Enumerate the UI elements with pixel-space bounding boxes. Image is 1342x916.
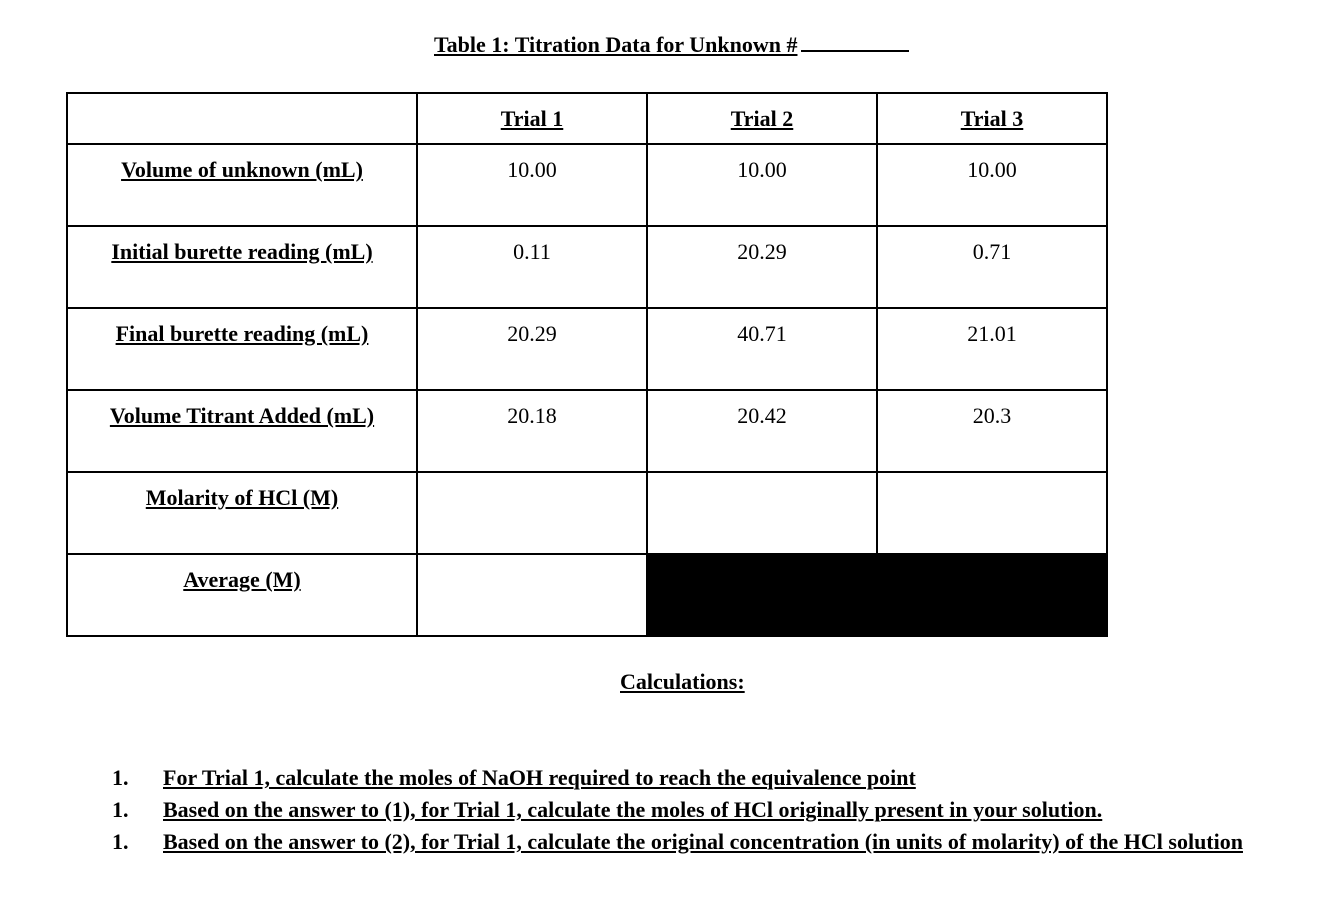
row-label: Volume Titrant Added (mL) (67, 390, 417, 472)
table-row-average (67, 554, 1107, 636)
table-cell: 0.71 (877, 226, 1107, 308)
row-label: Average (M) (67, 554, 417, 636)
table-cell: 10.00 (647, 144, 877, 226)
table-title-text: Table 1: Titration Data for Unknown # (434, 32, 798, 57)
table-row-molarity-hcl (67, 472, 1107, 554)
table-cell: 20.3 (877, 390, 1107, 472)
table-cell-blank (647, 472, 877, 554)
table-cell: 10.00 (877, 144, 1107, 226)
table-cell: 10.00 (417, 144, 647, 226)
table-row-volume-unknown (67, 144, 1107, 226)
question-number: 1. (112, 797, 129, 822)
question-text: For Trial 1, calculate the moles of NaOH required to reach the equivalence point (163, 765, 916, 790)
table-cell-blank (877, 472, 1107, 554)
question-number: 1. (112, 829, 129, 854)
header-cell-empty (67, 93, 417, 144)
list-item (112, 826, 1272, 858)
table-title (434, 32, 909, 58)
header-cell-trial-2: Trial 2 (647, 93, 877, 144)
table-cell: 21.01 (877, 308, 1107, 390)
calculation-questions-list (112, 762, 1272, 858)
table-cell: 0.11 (417, 226, 647, 308)
table-cell-blank (417, 472, 647, 554)
question-number: 1. (112, 765, 129, 790)
row-label: Volume of unknown (mL) (67, 144, 417, 226)
table-cell: 20.18 (417, 390, 647, 472)
question-text: Based on the answer to (2), for Trial 1, calculate the original concentration (in units of molarity) of the HCl solution (163, 829, 1243, 854)
table-row-titrant-added (67, 390, 1107, 472)
table-row-initial-burette (67, 226, 1107, 308)
table-cell: 20.29 (417, 308, 647, 390)
row-label: Final burette reading (mL) (67, 308, 417, 390)
table-cell-blank (417, 554, 647, 636)
list-item (112, 762, 1272, 794)
blacked-out-cell (647, 554, 1107, 636)
list-item (112, 794, 1272, 826)
calculations-heading: Calculations: (620, 669, 745, 694)
table-cell: 40.71 (647, 308, 877, 390)
question-text: Based on the answer to (1), for Trial 1, calculate the moles of HCl originally present in your solution. (163, 797, 1103, 822)
header-cell-trial-1: Trial 1 (417, 93, 647, 144)
row-label: Initial burette reading (mL) (67, 226, 417, 308)
table-header-row (67, 93, 1107, 144)
table-cell: 20.29 (647, 226, 877, 308)
unknown-number-blank (801, 32, 909, 52)
table-cell: 20.42 (647, 390, 877, 472)
table-row-final-burette (67, 308, 1107, 390)
header-cell-trial-3: Trial 3 (877, 93, 1107, 144)
titration-data-table (66, 92, 1108, 637)
row-label: Molarity of HCl (M) (67, 472, 417, 554)
